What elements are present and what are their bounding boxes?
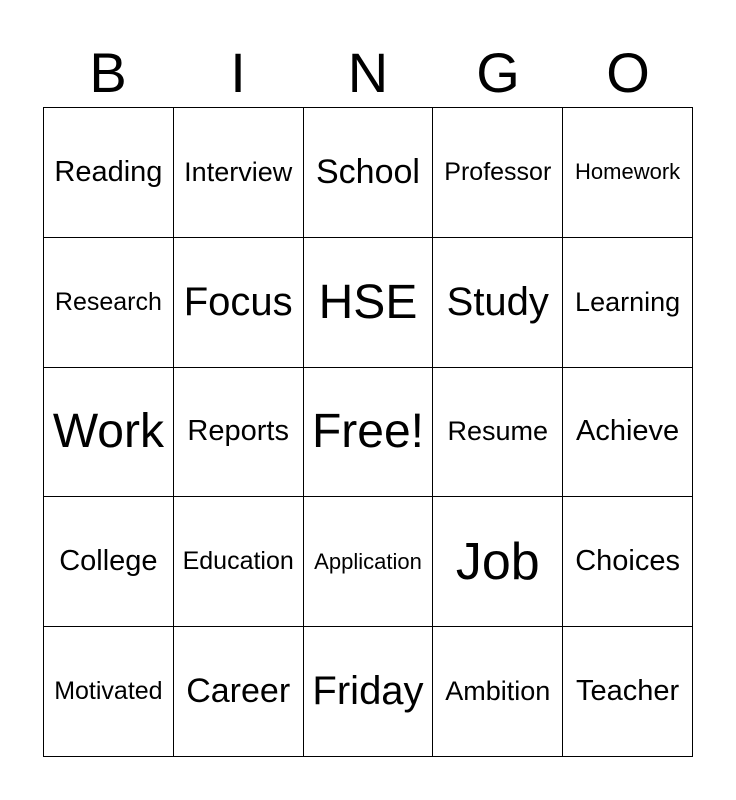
bingo-cell[interactable]: Teacher [563,627,693,757]
bingo-cell[interactable]: Education [174,497,304,627]
bingo-cell[interactable]: School [304,108,434,238]
bingo-cell[interactable]: Professor [433,108,563,238]
header-letter-g: G [476,41,520,104]
bingo-cell[interactable]: Motivated [44,627,174,757]
bingo-cell[interactable]: Learning [563,238,693,368]
bingo-cell[interactable]: Achieve [563,368,693,498]
header-letter-b: B [89,41,127,104]
bingo-cell[interactable]: Reading [44,108,174,238]
header-letter-o: O [606,41,650,104]
bingo-cell[interactable]: Research [44,238,174,368]
bingo-cell[interactable]: Focus [174,238,304,368]
header-letter-n: N [347,41,389,104]
bingo-cell[interactable]: Interview [174,108,304,238]
bingo-cell[interactable]: Ambition [433,627,563,757]
bingo-grid [43,107,693,757]
bingo-cell[interactable]: Friday [304,627,434,757]
bingo-cell[interactable]: Job [433,497,563,627]
bingo-cell[interactable]: College [44,497,174,627]
bingo-header [43,40,693,106]
bingo-cell[interactable]: Work [44,368,174,498]
bingo-cell[interactable]: Application [304,497,434,627]
bingo-cell[interactable]: Homework [563,108,693,238]
bingo-cell[interactable]: Career [174,627,304,757]
bingo-cell[interactable]: Choices [563,497,693,627]
header-letter-i: I [230,41,246,104]
free-space-cell[interactable]: Free! [304,368,434,498]
bingo-cell[interactable]: HSE [304,238,434,368]
bingo-cell[interactable]: Resume [433,368,563,498]
bingo-cell[interactable]: Study [433,238,563,368]
bingo-cell[interactable]: Reports [174,368,304,498]
